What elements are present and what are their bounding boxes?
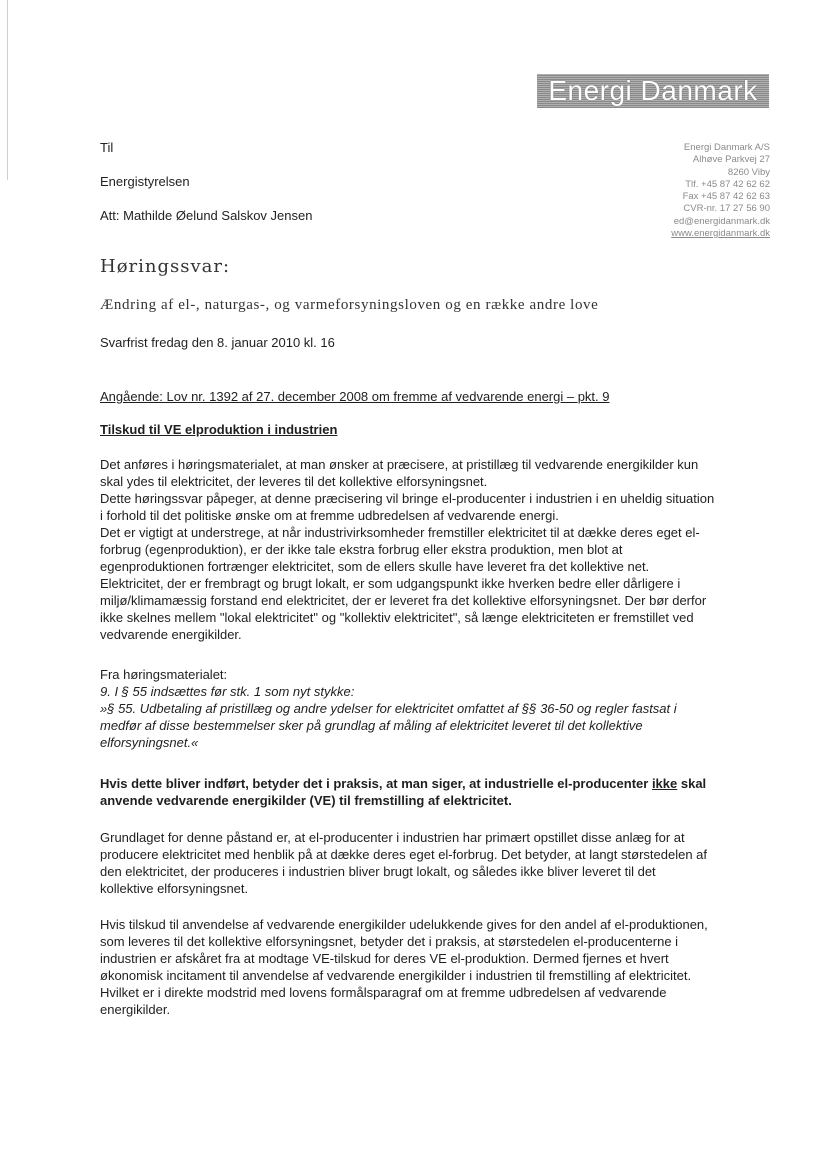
sender-email: ed@energidanmark.dk bbox=[673, 215, 770, 227]
quote-line: 9. I § 55 indsættes før stk. 1 som nyt stykke: bbox=[100, 684, 355, 699]
document-subtitle: Ændring af el-, naturgas-, og varmeforsyningsloven og en række andre love bbox=[100, 297, 599, 313]
paragraph-3-line: industrien er afskåret fra at modtage VE-tilskud for deres VE el-produktion. Dermed fjernes et hvert bbox=[100, 951, 669, 966]
paragraph-2-line: producere elektricitet med henblik på at dække deres eget el-forbrug. Det betyder, at langt størstedelen af bbox=[100, 847, 708, 862]
paragraph-1-line: egenproduktionen fortrænger elektricitet, som de ellers skulle have leveret fra det kollektive net. bbox=[100, 559, 650, 574]
page-margin-line bbox=[7, 0, 8, 180]
bold-statement-part: Hvis dette bliver indført, betyder det i praksis, at man siger, at industrielle el-producenter bbox=[100, 776, 652, 791]
sender-company: Energi Danmark A/S bbox=[683, 142, 770, 153]
response-deadline: Svarfrist fredag den 8. januar 2010 kl. 16 bbox=[100, 335, 335, 350]
paragraph-1-line: ikke skelnes mellem "lokal elektricitet" og "kollektiv elektricitet", så længe elektriciteten er fremstillet ved bbox=[100, 610, 694, 625]
paragraph-3-line: Hvis tilskud til anvendelse af vedvarende energikilder udelukkende gives for den andel af el-produktionen, bbox=[100, 917, 708, 932]
sender-website: www.energidanmark.dk bbox=[671, 228, 770, 240]
paragraph-3-line: Hvilket er i direkte modstrid med lovens formålsparagraf om at fremme udbredelsen af vedvarende bbox=[100, 985, 667, 1000]
sender-cvr: CVR-nr. 17 27 56 90 bbox=[683, 203, 770, 215]
sender-address-block bbox=[630, 142, 770, 240]
paragraph-3-line: økonomisk incitament til anvendelse af vedvarende energikilder i industrien til fremstilling af elektricitet. bbox=[100, 968, 692, 983]
paragraph-1-line: Det anføres i høringsmaterialet, at man ønsker at præcisere, at pristillæg til vedvarende energikilder kun bbox=[100, 457, 699, 472]
bold-statement-part: skal bbox=[677, 776, 707, 791]
paragraph-1-line: Dette høringssvar påpeger, at denne præcisering vil bringe el-producenter i industrien i en uheldig situation bbox=[100, 491, 715, 506]
sender-city: 8260 Viby bbox=[727, 166, 770, 178]
paragraph-3 bbox=[100, 916, 740, 1018]
law-reference: Angående: Lov nr. 1392 af 27. december 2008 om fremme af vedvarende energi – pkt. 9 bbox=[100, 389, 610, 404]
sender-phone: Tlf. +45 87 42 62 62 bbox=[685, 178, 770, 190]
paragraph-2-line: den elektricitet, der produceres i industrien bliver brugt lokalt, og således ikke bliver leveret til det bbox=[100, 864, 656, 879]
paragraph-2-line: Grundlaget for denne påstand er, at el-producenter i industrien har primært opstillet disse anlæg for at bbox=[100, 830, 685, 845]
paragraph-2-line: kollektive elforsyningsnet. bbox=[100, 881, 249, 896]
paragraph-1-line: i forhold til det politiske ønske om at fremme udbredelsen af vedvarende energi. bbox=[100, 508, 559, 523]
quote-line: »§ 55. Udbetaling af pristillæg og andre ydelser for elektricitet omfattet af §§ 36-50 og regler fastsat i bbox=[100, 701, 677, 716]
quote-intro: Fra høringsmaterialet: bbox=[100, 667, 228, 682]
paragraph-1 bbox=[100, 456, 740, 643]
recipient-to: Til bbox=[100, 140, 114, 155]
bold-statement-line-1 bbox=[100, 775, 740, 792]
quote-block bbox=[100, 666, 740, 751]
paragraph-1-line: skal ydes til elektricitet, der leveres til det kollektive elforsyningsnet. bbox=[100, 474, 488, 489]
bold-statement bbox=[100, 775, 740, 809]
paragraph-1-line: vedvarende energikilder. bbox=[100, 627, 242, 642]
section-heading: Tilskud til VE elproduktion i industrien bbox=[100, 422, 338, 437]
bold-statement-emphasis: ikke bbox=[651, 776, 678, 791]
paragraph-1-line: Elektricitet, der er frembragt og brugt lokalt, er som udgangspunkt ikke hverken bedre eller dårligere i bbox=[100, 576, 681, 591]
sender-street: Alhøve Parkvej 27 bbox=[692, 154, 770, 166]
document-title: Høringssvar: bbox=[100, 256, 231, 277]
recipient-attention: Att: Mathilde Øelund Salskov Jensen bbox=[100, 208, 313, 223]
paragraph-1-line: miljø/klimamæssig forstand end elektricitet, der er leveret fra det kollektive elforsyningsnet. Der bør derfor bbox=[100, 593, 707, 608]
recipient-organization: Energistyrelsen bbox=[100, 174, 190, 189]
paragraph-3-line: energikilder. bbox=[100, 1002, 171, 1017]
paragraph-1-line: forbrug (egenproduktion), er der ikke tale ekstra forbrug eller ekstra produktion, men blot at bbox=[100, 542, 623, 557]
paragraph-2 bbox=[100, 829, 740, 897]
bold-statement-line-2: anvende vedvarende energikilder (VE) til fremstilling af elektricitet. bbox=[100, 793, 512, 808]
quote-line: medfør af disse bestemmelser sker på grundlag af måling af elektricitet leveret til det kollektive bbox=[100, 718, 643, 733]
energi-danmark-logo: Energi Danmark bbox=[537, 74, 769, 108]
quote-line: elforsyningsnet.« bbox=[100, 735, 199, 750]
paragraph-1-line: Det er vigtigt at understrege, at når industrivirksomheder fremstiller elektricitet til at dække deres eget el- bbox=[100, 525, 700, 540]
sender-fax: Fax +45 87 42 62 63 bbox=[682, 191, 770, 203]
paragraph-3-line: som leveres til det kollektive elforsyningsnet, betyder det i praksis, at størstedelen el-producenterne i bbox=[100, 934, 679, 949]
